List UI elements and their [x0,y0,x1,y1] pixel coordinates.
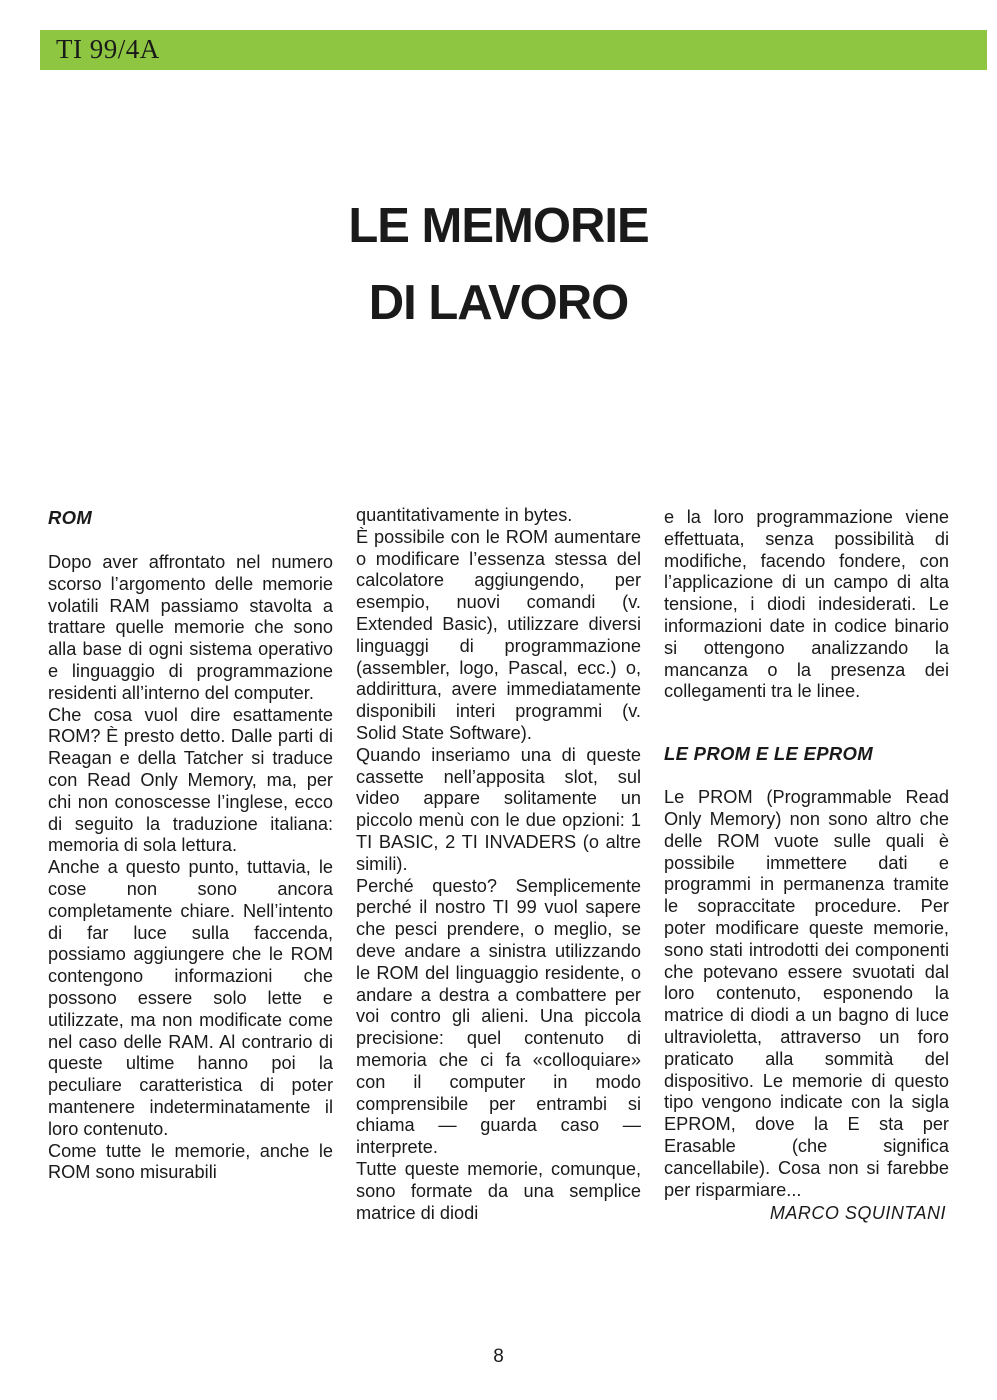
column-3-text-b: Le PROM (Programmable Read Only Memory) non sono altro che delle ROM vuote sulle quali è possibile immettere dati e programmi in permanenza tramite le sopraccitate procedure. Per poter modificare queste memorie, sono stati introdotti dei componenti che potevano essere svuotati dal loro contenuto, esponendo la matrice di diodi a un bagno di luce ultravioletta, attraverso un foro praticato alla sommità del dispositivo. Le memorie di questo tipo vengono indicate con la sigla EPROM, dove la E sta per Erasable (che significa cancellabile). Cosa non si farebbe per risparmiare... [664,787,949,1200]
column-3 [664,507,949,1225]
column-1-text: Dopo aver affrontato nel numero scorso l’argomento delle memorie volatili RAM passiamo stavolta a trattare quelle memorie che sono alla base di ogni sistema operativo e linguaggio di programmazione residenti all’interno del computer. Che cosa vuol dire esattamente ROM? È presto detto. Dalle parti di Reagan e della Tatcher si traduce con Read Only Memory, ma, per chi non conoscesse l’inglese, ecco di seguito la traduzione italiana: memoria di sola lettura. Anche a questo punto, tuttavia, le cose non sono ancora completamente chiare. Nell’intento di far luce sulla faccenda, possiamo aggiungere che le ROM contengono informazioni che possono essere solo lette e utilizzate, ma non modificate come nel caso delle RAM. Al contrario di queste ultime hanno poi la peculiare caratteristica di poter mantenere indeterminatamente il loro contenuto. Come tutte le memorie, anche le ROM sono misurabili [48,552,333,1183]
article-title-line1: LE MEMORIE [348,199,649,253]
article-title-line2: DI LAVORO [368,276,629,330]
section-heading-rom: ROM [48,507,93,528]
author-signature: MARCO SQUINTANI [769,1203,946,1224]
header-title: TI 99/4A [56,34,160,64]
column-3-text: e la loro programmazione viene effettuata, senza possibilità di modifiche, facendo fondere, con l’applicazione di un campo di alta tensione, i diodi indesiderati. Le informazioni date in codice binario si ottengono analizzando la mancanza o la presenza dei collegamenti tra le linee. [664,507,949,702]
article-title [0,188,997,342]
column-1 [48,507,333,1184]
header-bar [40,30,987,70]
column-2-text: quantitativamente in bytes. È possibile con le ROM aumentare o modificare l’essenza stessa del calcolatore aggiungendo, per esempio, nuovi comandi (v. Extended Basic), utilizzare diversi linguaggi di programmazione (assembler, logo, Pascal, ecc.) o, addirittura, avere immediatamente disponibili interi programmi (v. Solid State Software). Quando inseriamo una di queste cassette nell’apposita slot, sul video appare solitamente un piccolo menù con le due opzioni: 1 TI BASIC, 2 TI INVADERS (o altre simili). Perché questo? Semplicemente perché il nostro TI 99 vuol sapere che pesci prendere, o meglio, se deve andare a sinistra utilizzando le ROM del linguaggio residente, o andare a destra a combattere per voi contro gli alieni. Una piccola precisione: quel contenuto di memoria che ci fa «colloquiare» con il computer in modo comprensibile per entrambi si chiama — guarda caso — interprete. Tutte queste memorie, comunque, sono formate da una semplice matrice di diodi [356,505,641,1223]
page-number: 8 [493,1346,504,1367]
section-heading-prom: LE PROM E LE EPROM [664,743,873,765]
column-2 [356,505,641,1224]
